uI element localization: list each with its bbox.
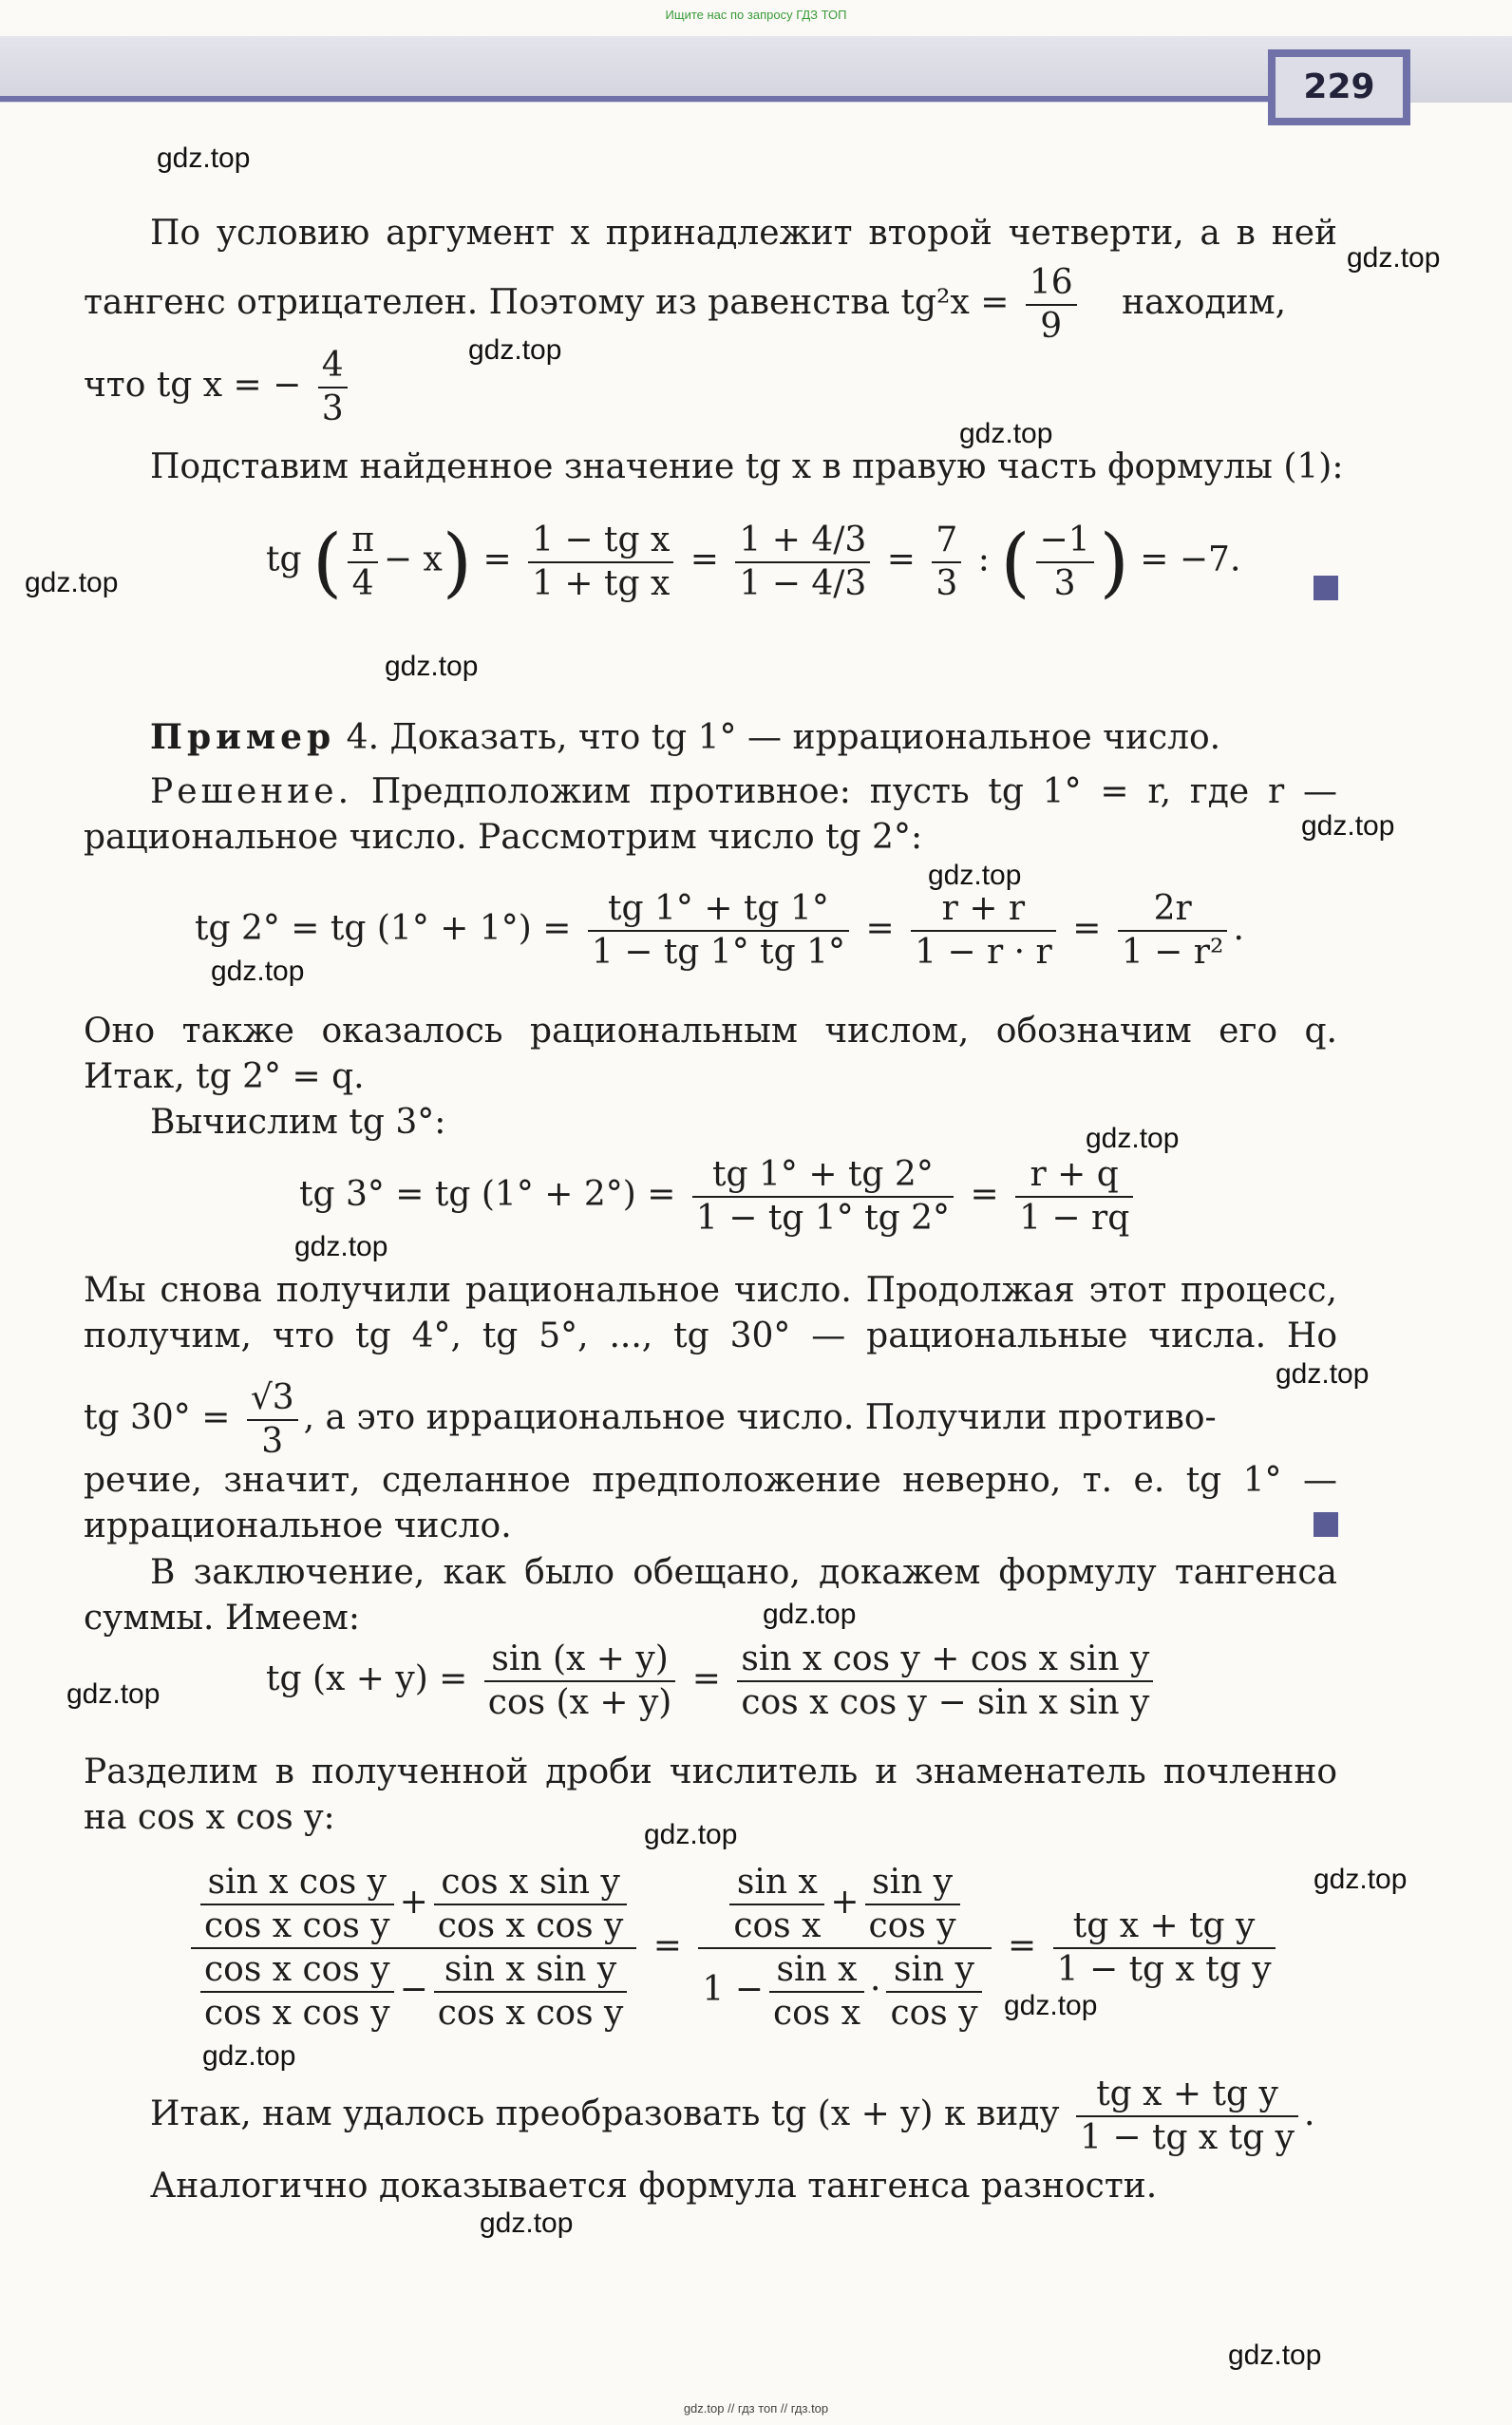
- paragraph-line: рациональное число. Рассмотрим число tg 2°:: [84, 818, 923, 857]
- text: тангенс отрицателен. Поэтому из равенства tg²x =: [84, 283, 1010, 322]
- fraction: [588, 888, 849, 974]
- watermark: gdz.top: [211, 956, 305, 987]
- watermark: gdz.top: [1347, 242, 1441, 274]
- formula-text: tg: [266, 540, 302, 579]
- denominator-row: $\frac{\text{cos x cos y}}{\text{cos x cos y}}$ − $\frac{\text{sin x sin y}}{\text{cos x cos y}}$: [191, 1949, 636, 2035]
- formula-tg-pi4: [266, 518, 1240, 606]
- end-of-proof-square: [1314, 1512, 1338, 1537]
- denominator: cos x: [733, 1906, 822, 1945]
- watermark: gdz.top: [202, 2040, 296, 2072]
- formula-text: = −7.: [1140, 540, 1241, 579]
- numerator: 16: [1026, 262, 1077, 306]
- fraction: [1036, 520, 1094, 605]
- formula-text: =: [482, 540, 512, 579]
- paragraph-line: Итак, tg 2° = q.: [84, 1057, 365, 1096]
- paren: ): [442, 518, 472, 606]
- numerator: cos x cos y: [200, 1949, 394, 1993]
- header-rule: [0, 96, 1273, 102]
- watermark: gdz.top: [157, 142, 251, 174]
- formula-text: :: [977, 540, 990, 579]
- fraction: [200, 1949, 394, 2035]
- example-text: 4. Доказать, что tg 1° — иррациональное число.: [346, 718, 1221, 757]
- numerator: 2r: [1118, 888, 1228, 932]
- numerator: −1: [1036, 520, 1094, 563]
- paren: ): [1099, 518, 1129, 606]
- denominator: cos x cos y: [204, 1906, 390, 1945]
- fraction: [1118, 888, 1228, 974]
- solution-label: Решение.: [150, 772, 353, 811]
- paragraph-line: речие, значит, сделанное предположение неверно, т. е. tg 1° —: [84, 1461, 1337, 1500]
- denominator: 3: [321, 389, 344, 428]
- denominator: cos x cos y: [437, 1994, 624, 2033]
- paragraph-line: [84, 345, 1337, 430]
- denominator: cos x cos y: [204, 1994, 390, 2033]
- top-notice: Ищите нас по запросу ГДЗ ТОП: [665, 8, 847, 22]
- numerator-row: $\frac{\text{sin x cos y}}{\text{cos x cos y}}$ + $\frac{\text{cos x sin y}}{\text{cos x cos y}}$: [191, 1862, 636, 1949]
- formula-text: =: [690, 540, 719, 579]
- watermark: gdz.top: [1276, 1358, 1370, 1390]
- fraction: [729, 1862, 824, 1947]
- paragraph-line: Подставим найденное значение tg x в правую часть формулы (1):: [150, 447, 1344, 486]
- bottom-notice: gdz.top // гдз топ // гдз.top: [683, 2401, 829, 2416]
- numerator: tg x + tg y: [1076, 2074, 1298, 2117]
- complex-fraction: [191, 1862, 636, 2035]
- fraction: [434, 1862, 628, 1947]
- watermark: gdz.top: [959, 418, 1053, 449]
- denominator: cos x cos y: [437, 1906, 624, 1945]
- numerator-row: $\frac{\text{sin x}}{\text{cos x}}$ + $\frac{\text{sin y}}{\text{cos y}}$: [698, 1862, 991, 1949]
- paragraph-line: на cos x cos y:: [84, 1798, 335, 1837]
- paragraph-line: По условию аргумент x принадлежит второй четверти, а в ней: [150, 214, 1337, 253]
- watermark: gdz.top: [385, 651, 479, 682]
- numerator: 1 − tg x: [528, 520, 673, 563]
- formula-tg2: tg 2° = tg (1° + 1°) = $\frac{tg 1^\circ + tg 1^\circ}{1 - tg 1^\circ tg 1^\circ}$ = $\frac{r + r}{1 - r \cdot r}$ = $\frac{2r}{\text{1 − r²}}$ .: [195, 889, 1244, 972]
- fraction: [932, 520, 961, 605]
- denominator: 1 − rq: [1019, 1199, 1130, 1238]
- watermark: gdz.top: [763, 1599, 857, 1630]
- numerator: 1 + 4/3: [735, 520, 870, 563]
- denominator: 3: [261, 1422, 284, 1461]
- fraction: [1053, 1905, 1276, 1991]
- fraction: [528, 520, 673, 605]
- paragraph-line: суммы. Имеем:: [84, 1599, 361, 1638]
- denominator: cos x: [772, 1994, 860, 2033]
- solution-line: [150, 769, 1337, 815]
- fraction: [200, 1862, 394, 1947]
- formula-text: =: [886, 540, 916, 579]
- denominator-row: 1 − $\frac{\text{sin x}}{\text{cos x}}$ · $\frac{\text{sin y}}{\text{cos y}}$: [698, 1949, 991, 2035]
- fraction: [1076, 2074, 1298, 2159]
- denominator: cos y: [868, 1906, 956, 1945]
- fraction: [737, 1639, 1153, 1724]
- watermark: gdz.top: [1301, 810, 1395, 842]
- fraction: [247, 1377, 298, 1463]
- denominator: cos x cos y − sin x sin y: [741, 1683, 1150, 1722]
- denominator: 9: [1040, 307, 1063, 346]
- fraction: [484, 1639, 676, 1724]
- numerator: sin x sin y: [434, 1949, 628, 1993]
- watermark: gdz.top: [1228, 2340, 1322, 2371]
- example-label: Пример: [150, 717, 336, 757]
- text: что tg x = −: [84, 366, 302, 405]
- formula-tg3: tg 3° = tg (1° + 2°) = $\frac{tg 1^\circ + tg 2^\circ}{1 - tg 1^\circ tg 2^\circ}$ = $\frac{r + q}{1 - rq}$: [299, 1154, 1139, 1240]
- numerator: sin x cos y: [200, 1862, 394, 1905]
- fraction: [735, 520, 870, 605]
- numerator: sin x: [769, 1949, 864, 1993]
- denominator: 3: [1053, 563, 1076, 603]
- watermark: gdz.top: [25, 567, 119, 598]
- formula-text: tg (x + y) =: [266, 1659, 468, 1698]
- formula-complex-fraction: $\frac{\text{sin x cos y}}{\text{cos x cos y}}$ + $\frac{\text{cos x sin y}}{\text{cos x cos y}}$ $\frac{\text{cos x cos y}}{\text{cos x cos y}}$ − $\frac{\text{sin x sin y}}{\text{cos x cos y}}$ = $\frac{\text{sin x}}{\text{cos x}}$ + $\frac{\text{sin y}}{\text{cos y}}$ 1 − $\frac{\text{sin x}}{\text{cos x}}$ · $\frac{\text{sin y}}{\text{cos y}}$ = $\frac{\text{tg x + tg y}}{\text{1 − tg x tg y}}$: [185, 1862, 1281, 2035]
- numerator: sin y: [865, 1862, 960, 1905]
- text: tg 30° =: [84, 1398, 231, 1437]
- formula-text: 1 −: [702, 1970, 764, 2009]
- fraction: [692, 1154, 954, 1240]
- paren: (: [312, 518, 343, 606]
- numerator: sin x: [729, 1862, 824, 1905]
- paragraph-line: Разделим в полученной дроби числитель и знаменатель почленно: [84, 1752, 1337, 1791]
- numerator: r + r: [911, 888, 1056, 932]
- numerator: tg 1° + tg 1°: [588, 888, 849, 932]
- paragraph-line: В заключение, как было обещано, докажем формулу тангенса: [150, 1553, 1337, 1592]
- denominator: 1 − r · r: [915, 933, 1052, 972]
- denominator: 4: [351, 563, 374, 603]
- denominator: 1 − tg 1° tg 2°: [695, 1199, 950, 1238]
- fraction: [318, 345, 348, 430]
- formula-text: tg 2° = tg (1° + 1°) =: [195, 909, 572, 948]
- watermark: gdz.top: [468, 334, 562, 366]
- denominator: 1 − tg x tg y: [1056, 1950, 1272, 1989]
- formula-tg-sum: tg (x + y) = $\frac{\sin (x + y)}{\cos (x + y)}$ = $\frac{\text{sin x cos y + cos x sin y}}{\text{cos x cos y − sin x sin y}}$: [266, 1639, 1159, 1724]
- paragraph-line: Мы снова получили рациональное число. Продолжая этот процесс,: [84, 1271, 1337, 1310]
- solution-text: Предположим противное: пусть tg 1° = r, где r —: [370, 772, 1337, 811]
- watermark: gdz.top: [66, 1678, 161, 1710]
- denominator: cos y: [890, 1994, 978, 2033]
- paragraph-line: Оно также оказалось рациональным числом, обозначим его q.: [84, 1012, 1337, 1051]
- watermark: gdz.top: [480, 2207, 574, 2239]
- numerator: cos x sin y: [434, 1862, 628, 1905]
- denominator: 1 − tg x tg y: [1080, 2118, 1295, 2157]
- paragraph-line: иррациональное число.: [84, 1506, 512, 1545]
- watermark: gdz.top: [644, 1819, 738, 1850]
- fraction: [1026, 262, 1077, 348]
- numerator: π: [348, 520, 378, 563]
- watermark: gdz.top: [1086, 1123, 1180, 1154]
- numerator: 4: [318, 345, 348, 388]
- text: , а это иррациональное число. Получили противо-: [303, 1398, 1217, 1437]
- paragraph-line: [84, 1377, 1337, 1463]
- paren: (: [1000, 518, 1030, 606]
- fraction: [1015, 1154, 1133, 1240]
- paragraph-line: [84, 262, 1337, 348]
- paragraph-line: получим, что tg 4°, tg 5°, ..., tg 30° — рациональные числа. Но: [84, 1317, 1337, 1355]
- paragraph-line: Итак, нам удалось преобразовать tg (x + y) к виду $\frac{\text{tg x + tg y}}{\text{1 − tg x tg y}}$ .: [150, 2075, 1315, 2157]
- numerator: sin (x + y): [484, 1639, 676, 1682]
- watermark: gdz.top: [1004, 1990, 1098, 2021]
- numerator: sin y: [886, 1949, 981, 1993]
- numerator: tg 1° + tg 2°: [692, 1154, 954, 1198]
- numerator: sin x cos y + cos x sin y: [737, 1639, 1153, 1682]
- complex-fraction: [698, 1862, 991, 2035]
- end-of-proof-square: [1314, 576, 1338, 600]
- fraction: [769, 1949, 864, 2035]
- numerator: r + q: [1015, 1154, 1133, 1198]
- fraction: [911, 888, 1056, 974]
- text: находим,: [1122, 283, 1287, 322]
- paragraph-line: Вычислим tg 3°:: [150, 1103, 446, 1142]
- denominator: 1 − 4/3: [739, 563, 867, 603]
- watermark: gdz.top: [928, 860, 1022, 891]
- numerator: 7: [932, 520, 961, 563]
- fraction: [348, 520, 378, 605]
- denominator: 1 − r²: [1121, 933, 1224, 972]
- numerator: √3: [247, 1377, 298, 1421]
- denominator: cos (x + y): [487, 1683, 672, 1722]
- formula-text: − x: [383, 540, 443, 579]
- watermark: gdz.top: [294, 1231, 388, 1262]
- numerator: tg x + tg y: [1053, 1905, 1276, 1949]
- denominator: 3: [936, 563, 958, 603]
- fraction: [865, 1862, 960, 1947]
- denominator: 1 − tg 1° tg 1°: [591, 933, 845, 972]
- paragraph-line: Аналогично доказывается формула тангенса разности.: [150, 2167, 1158, 2206]
- page-number: 229: [1268, 49, 1410, 125]
- denominator: 1 + tg x: [532, 563, 671, 603]
- text: Итак, нам удалось преобразовать tg (x + y) к виду: [150, 2094, 1060, 2133]
- fraction: [434, 1949, 628, 2035]
- watermark: gdz.top: [1314, 1864, 1408, 1895]
- example-heading: [150, 714, 1337, 761]
- fraction: [886, 1949, 981, 2035]
- formula-text: tg 3° = tg (1° + 2°) =: [299, 1175, 676, 1214]
